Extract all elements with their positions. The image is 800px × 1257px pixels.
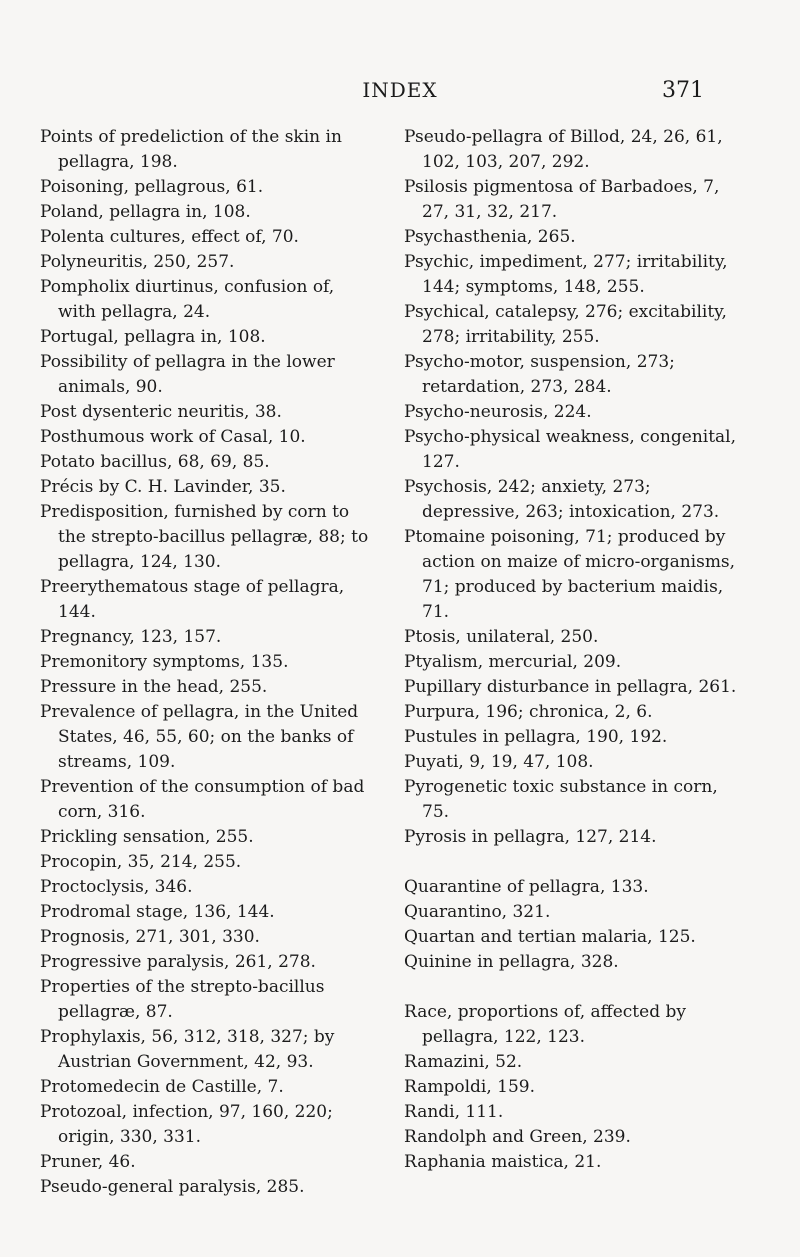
- index-entry: Quartan and tertian malaria, 125.: [404, 927, 696, 947]
- index-entry: Potato bacillus, 68, 69, 85.: [40, 452, 270, 472]
- index-entry: Psycho-motor, suspension, 273; retardation, 273, 284.: [404, 352, 675, 397]
- index-entry: Purpura, 196; chronica, 2, 6.: [404, 702, 653, 722]
- index-entry: Rampoldi, 159.: [404, 1077, 535, 1097]
- index-entry: Posthumous work of Casal, 10.: [40, 427, 306, 447]
- index-entry: Prodromal stage, 136, 144.: [40, 902, 275, 922]
- index-entry: Pregnancy, 123, 157.: [40, 627, 222, 647]
- index-entry: Pressure in the head, 255.: [40, 677, 268, 697]
- page-header: [0, 78, 800, 112]
- index-entry: Polenta cultures, effect of, 70.: [40, 227, 299, 247]
- index-entry: Pupillary disturbance in pellagra, 261.: [404, 677, 737, 697]
- index-entry: Race, proportions of, affected by pellagra, 122, 123.: [404, 1002, 686, 1047]
- index-entry: Possibility of pellagra in the lower animals, 90.: [40, 352, 335, 397]
- index-column-left: [40, 125, 377, 1200]
- index-entry: Pseudo-pellagra of Billod, 24, 26, 61, 102, 103, 207, 292.: [404, 127, 723, 172]
- index-entry: Poisoning, pellagrous, 61.: [40, 177, 264, 197]
- index-entry: Ptosis, unilateral, 250.: [404, 627, 599, 647]
- index-entry: Progressive paralysis, 261, 278.: [40, 952, 316, 972]
- index-entry: Polyneuritis, 250, 257.: [40, 252, 235, 272]
- index-entry: Ptomaine poisoning, 71; produced by action on maize of micro-organisms, 71; produced by bacterium maidis, 71.: [404, 527, 736, 622]
- index-entry: Prophylaxis, 56, 312, 318, 327; by Austrian Government, 42, 93.: [40, 1027, 335, 1072]
- index-entry: Preerythematous stage of pellagra, 144.: [40, 577, 345, 622]
- index-entry: Pseudo-general paralysis, 285.: [40, 1177, 305, 1197]
- index-entry: Psycho-physical weakness, congenital, 127.: [404, 427, 737, 472]
- index-entry: Prickling sensation, 255.: [40, 827, 254, 847]
- index-entry: Raphania maistica, 21.: [404, 1152, 602, 1172]
- index-entry: Psychosis, 242; anxiety, 273; depressive, 263; intoxication, 273.: [404, 477, 720, 522]
- index-entry: Ptyalism, mercurial, 209.: [404, 652, 622, 672]
- index-entry: Psilosis pigmentosa of Barbadoes, 7, 27, 31, 32, 217.: [404, 177, 720, 222]
- index-entry: Premonitory symptoms, 135.: [40, 652, 289, 672]
- index-entry: Psycho-neurosis, 224.: [404, 402, 592, 422]
- index-entry: Pustules in pellagra, 190, 192.: [404, 727, 668, 747]
- index-entry: Quarantino, 321.: [404, 902, 551, 922]
- index-entry: Prognosis, 271, 301, 330.: [40, 927, 260, 947]
- index-entry: Points of predeliction of the skin in pellagra, 198.: [40, 127, 342, 172]
- index-entry: Précis by C. H. Lavinder, 35.: [40, 477, 286, 497]
- index-entry: Pompholix diurtinus, confusion of, with pellagra, 24.: [40, 277, 335, 322]
- index-entry: Psychic, impediment, 277; irritability, 144; symptoms, 148, 255.: [404, 252, 728, 297]
- index-entry: Pruner, 46.: [40, 1152, 136, 1172]
- index-entry: Procopin, 35, 214, 255.: [40, 852, 242, 872]
- index-entry: Prevention of the consumption of bad corn, 316.: [40, 777, 365, 822]
- index-entry: Psychasthenia, 265.: [404, 227, 576, 247]
- index-entry: Puyati, 9, 19, 47, 108.: [404, 752, 594, 772]
- index-entry: Poland, pellagra in, 108.: [40, 202, 251, 222]
- index-entry: Properties of the strepto-bacillus pellagræ, 87.: [40, 977, 325, 1022]
- index-entry: Protomedecin de Castille, 7.: [40, 1077, 284, 1097]
- index-entry: Pyrosis in pellagra, 127, 214.: [404, 827, 657, 847]
- index-entry: Pyrogenetic toxic substance in corn, 75.: [404, 777, 718, 822]
- page-number: 371: [662, 78, 704, 103]
- index-entry: Randolph and Green, 239.: [404, 1127, 631, 1147]
- index-entry: Psychical, catalepsy, 276; excitability, 278; irritability, 255.: [404, 302, 727, 347]
- index-entry: Post dysenteric neuritis, 38.: [40, 402, 282, 422]
- index-column-right: [404, 125, 741, 1175]
- index-entry: Predisposition, furnished by corn to the strepto-bacillus pellagræ, 88; to pellagra, 124, 130.: [40, 502, 369, 572]
- index-entry: Quinine in pellagra, 328.: [404, 952, 619, 972]
- index-entry: Randi, 111.: [404, 1102, 504, 1122]
- index-entry: Ramazini, 52.: [404, 1052, 523, 1072]
- index-entry: Proctoclysis, 346.: [40, 877, 193, 897]
- index-entry: Quarantine of pellagra, 133.: [404, 877, 649, 897]
- running-head: INDEX: [362, 78, 438, 102]
- index-entry: Protozoal, infection, 97, 160, 220; origin, 330, 331.: [40, 1102, 333, 1147]
- index-entry: Portugal, pellagra in, 108.: [40, 327, 266, 347]
- index-entry: Prevalence of pellagra, in the United States, 46, 55, 60; on the banks of streams, 109.: [40, 702, 359, 772]
